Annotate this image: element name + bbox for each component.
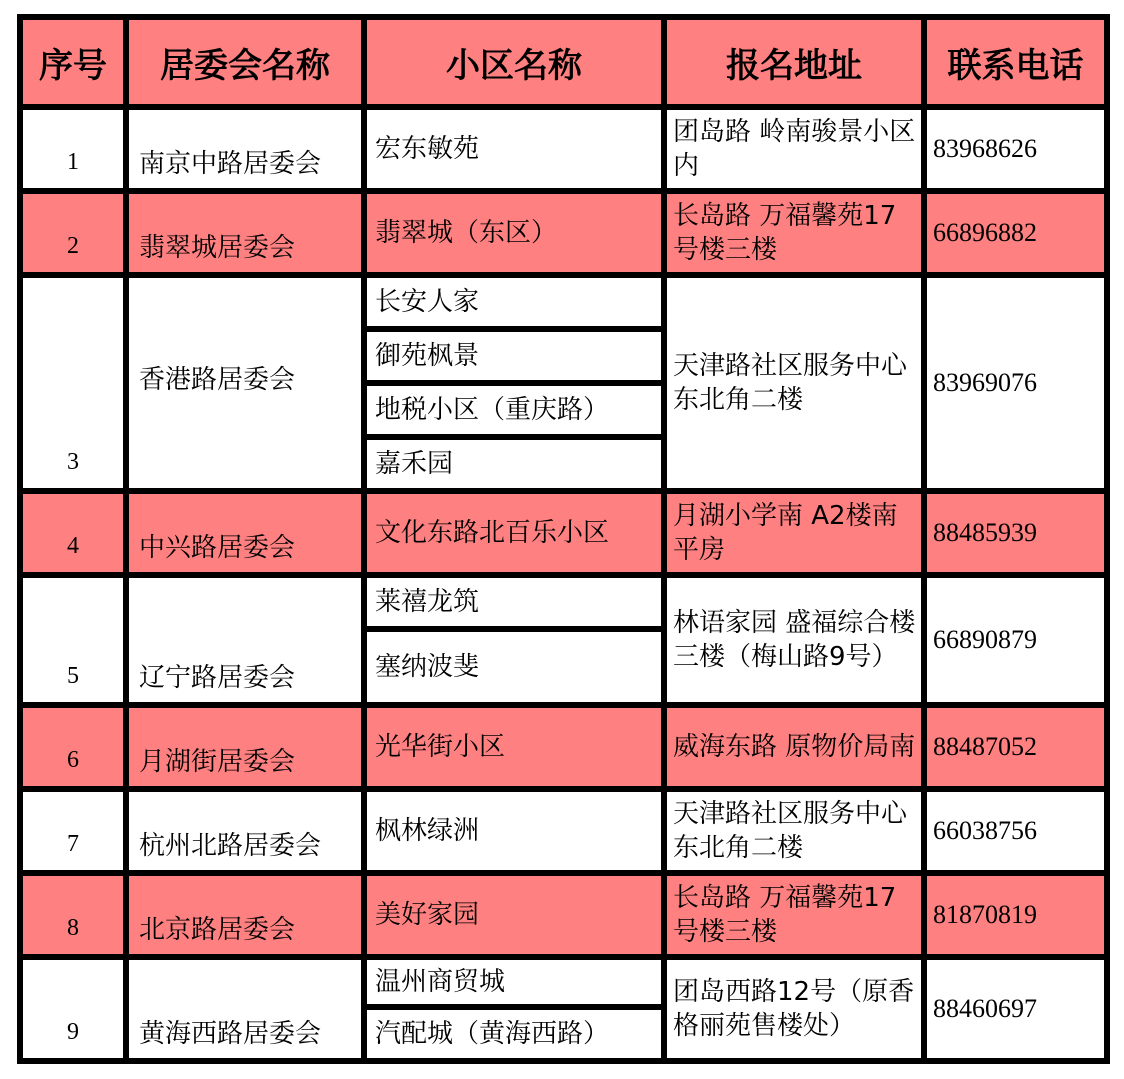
- table-row: [20, 705, 1107, 789]
- compound-name: 温州商贸城: [364, 957, 664, 1007]
- phone-number: 81870819: [924, 873, 1107, 957]
- registration-address: 长岛路 万福馨苑17号楼三楼: [664, 873, 924, 957]
- header-compound-name: 小区名称: [364, 17, 664, 107]
- header-committee-name: 居委会名称: [126, 17, 364, 107]
- registration-address: 团岛西路12号（原香格丽苑售楼处）: [664, 957, 924, 1061]
- phone-number: 88487052: [924, 705, 1107, 789]
- row-index: 8: [20, 873, 126, 957]
- registration-address: 林语家园 盛福综合楼三楼（梅山路9号）: [664, 575, 924, 705]
- phone-number: 83968626: [924, 107, 1107, 191]
- compound-name: 枫林绿洲: [364, 789, 664, 873]
- compound-name: 宏东敏苑: [364, 107, 664, 191]
- row-index: 1: [20, 107, 126, 191]
- compound-name: 御苑枫景: [364, 329, 664, 383]
- table-row: [20, 107, 1107, 191]
- header-row: [20, 17, 1107, 107]
- compound-name: 塞纳波斐: [364, 629, 664, 705]
- compound-name: 光华街小区: [364, 705, 664, 789]
- registration-address: 月湖小学南 A2楼南平房: [664, 491, 924, 575]
- committee-name: 辽宁路居委会: [126, 575, 364, 705]
- header-phone: 联系电话: [924, 17, 1107, 107]
- compound-name: 文化东路北百乐小区: [364, 491, 664, 575]
- committee-name: 翡翠城居委会: [126, 191, 364, 275]
- registration-address: 团岛路 岭南骏景小区内: [664, 107, 924, 191]
- phone-number: 66038756: [924, 789, 1107, 873]
- compound-name: 嘉禾园: [364, 437, 664, 491]
- header-index: 序号: [20, 17, 126, 107]
- phone-number: 88485939: [924, 491, 1107, 575]
- compound-name: 翡翠城（东区）: [364, 191, 664, 275]
- row-index: 9: [20, 957, 126, 1061]
- row-index: 5: [20, 575, 126, 705]
- compound-name: 地税小区（重庆路）: [364, 383, 664, 437]
- registration-address: 长岛路 万福馨苑17号楼三楼: [664, 191, 924, 275]
- committee-name: 杭州北路居委会: [126, 789, 364, 873]
- row-index: 4: [20, 491, 126, 575]
- committee-name: 香港路居委会: [126, 275, 364, 491]
- registration-address: 威海东路 原物价局南: [664, 705, 924, 789]
- committee-name: 北京路居委会: [126, 873, 364, 957]
- community-registration-table: [17, 14, 1110, 1064]
- table-row: [20, 789, 1107, 873]
- row-index: 2: [20, 191, 126, 275]
- table-row: [20, 275, 1107, 329]
- row-index: 3: [20, 275, 126, 491]
- table-row: [20, 491, 1107, 575]
- committee-name: 黄海西路居委会: [126, 957, 364, 1061]
- phone-number: 66890879: [924, 575, 1107, 705]
- header-registration-address: 报名地址: [664, 17, 924, 107]
- row-index: 6: [20, 705, 126, 789]
- registration-address: 天津路社区服务中心东北角二楼: [664, 789, 924, 873]
- table-row: [20, 873, 1107, 957]
- committee-name: 中兴路居委会: [126, 491, 364, 575]
- compound-name: 莱禧龙筑: [364, 575, 664, 629]
- registration-address: 天津路社区服务中心东北角二楼: [664, 275, 924, 491]
- phone-number: 83969076: [924, 275, 1107, 491]
- phone-number: 66896882: [924, 191, 1107, 275]
- compound-name: 汽配城（黄海西路）: [364, 1007, 664, 1061]
- committee-name: 月湖街居委会: [126, 705, 364, 789]
- compound-name: 美好家园: [364, 873, 664, 957]
- row-index: 7: [20, 789, 126, 873]
- table-row: [20, 191, 1107, 275]
- table-row: [20, 575, 1107, 629]
- phone-number: 88460697: [924, 957, 1107, 1061]
- table-row: [20, 957, 1107, 1007]
- committee-name: 南京中路居委会: [126, 107, 364, 191]
- compound-name: 长安人家: [364, 275, 664, 329]
